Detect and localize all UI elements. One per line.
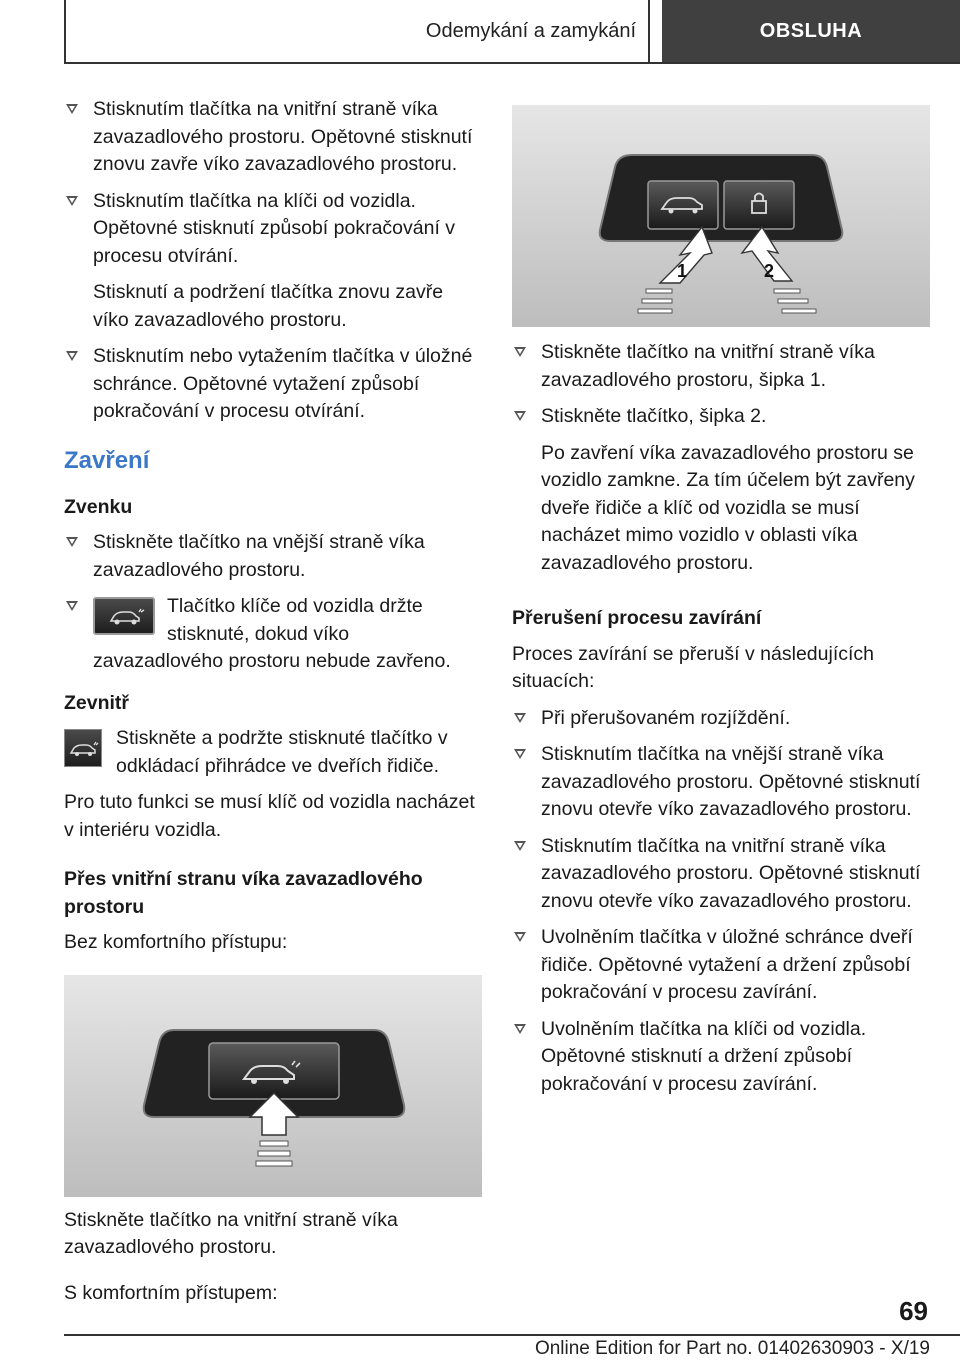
list-item: Při přerušovaném rozjíždění. <box>512 705 930 733</box>
photo-label-1: 1 <box>677 261 688 281</box>
edition-text: Online Edition for Part no. 01402630903 - X/19 <box>534 1338 930 1359</box>
list-item: Stiskněte tlačítko na vnitřní straně víka zavazadlového prostoru, šipka 1. <box>512 339 930 394</box>
bullet-triangle-icon <box>66 537 78 547</box>
bullet-triangle-icon <box>66 601 78 611</box>
list-item: Uvolněním tlačítka v úložné schránce dveří řidiče. Opětovné vytažení a držení způsobí pokračování v procesu zavírání. <box>512 924 930 1007</box>
list-item: Stisknutím tlačítka na klíči od vozidla. Opětovné stisknutí způsobí pokračování v procesu otvírání. <box>64 188 482 271</box>
trunk-button-icon <box>64 729 102 767</box>
list-item: Uvolněním tlačítka na klíči od vozidla. Opětovné stisknutí a držení způsobí pokračování v procesu zavírání. <box>512 1016 930 1099</box>
bullet-triangle-icon <box>514 411 526 421</box>
right-column <box>512 96 930 1107</box>
bullet-triangle-icon <box>514 1024 526 1034</box>
section-title: Odemykání a zamykání <box>425 19 636 42</box>
photo-caption: Stiskněte tlačítko na vnitřní straně víka zavazadlového prostoru. <box>64 1208 398 1258</box>
trunk-key-button-icon <box>93 597 155 635</box>
trunk-lid-button-photo <box>64 975 482 1197</box>
continuation-text: Po zavření víka zavazadlového prostoru se vozidlo zamkne. Za tím účelem být zavřeny dveře řidiče a klíč od vozidla se musí nacházet mimo vozidlo v oblasti víka zavazadlového prostoru. <box>541 441 915 574</box>
subheading-pres: Přes vnitřní stranu víka zavazadlového prostoru <box>64 868 423 918</box>
subheading-zvenku: Zvenku <box>64 495 133 518</box>
section-heading: Zavření <box>64 446 150 474</box>
bullet-triangle-icon <box>514 749 526 759</box>
list-item: Stiskněte tlačítko, šipka 2. <box>512 403 930 431</box>
chapter-tab: OBSLUHA <box>662 0 960 62</box>
bullet-triangle-icon <box>66 196 78 206</box>
header-bottom-rule <box>64 62 960 64</box>
bullet-triangle-icon <box>514 841 526 851</box>
list-item: Tlačítko klíče od vozidla držte stisknuté, dokud víko zavazadlového prostoru nebude zavřeno. <box>64 593 482 676</box>
icon-paragraph: Stiskněte a podržte stisknuté tlačítko v odkládací přihrádce ve dveřích řidiče. <box>64 725 482 780</box>
bullet-triangle-icon <box>514 713 526 723</box>
list-item: Stisknutím nebo vytažením tlačítka v úložné schránce. Opětovné vytažení způsobí pokračování v procesu otvírání. <box>64 343 482 426</box>
list-item: Stisknutím tlačítka na vnitřní straně víka zavazadlového prostoru. Opětovné stisknutí znovu otevře víko zavazadlového prostoru. <box>512 833 930 916</box>
photo-label-2: 2 <box>764 261 775 281</box>
trunk-close-lock-buttons-photo <box>512 105 930 327</box>
bullet-triangle-icon <box>514 347 526 357</box>
subheading-zevnitr: Zevnitř <box>64 691 130 714</box>
preruseni-intro: Proces zavírání se přeruší v následujících situacích: <box>512 642 874 692</box>
note-text: Pro tuto funkci se musí klíč od vozidla nacházet v interiéru vozidla. <box>64 791 475 841</box>
footer-rule <box>64 1334 960 1336</box>
continuation-text: Stisknutí a podržení tlačítka znovu zavře víko zavazadlového prostoru. <box>93 281 444 331</box>
page-number: 69 <box>899 1296 928 1326</box>
left-column <box>64 96 482 1316</box>
bullet-triangle-icon <box>66 104 78 114</box>
header-separator <box>648 0 650 64</box>
list-item: Stisknutím tlačítka na vnitřní straně víka zavazadlového prostoru. Opětovné stisknutí znovu zavře víko zavazadlového prostoru. <box>64 96 482 179</box>
s-komfort-text: S komfortním přístupem: <box>64 1281 278 1304</box>
bez-komfort-text: Bez komfortního přístupu: <box>64 931 288 953</box>
list-item: Stiskněte tlačítko na vnější straně víka zavazadlového prostoru. <box>64 529 482 584</box>
list-item: Stisknutím tlačítka na vnější straně víka zavazadlového prostoru. Opětovné stisknutí znovu otevře víko zavazadlového prostoru. <box>512 741 930 824</box>
bullet-triangle-icon <box>66 351 78 361</box>
subheading-preruseni: Přerušení procesu zavírání <box>512 607 762 629</box>
bullet-triangle-icon <box>514 932 526 942</box>
